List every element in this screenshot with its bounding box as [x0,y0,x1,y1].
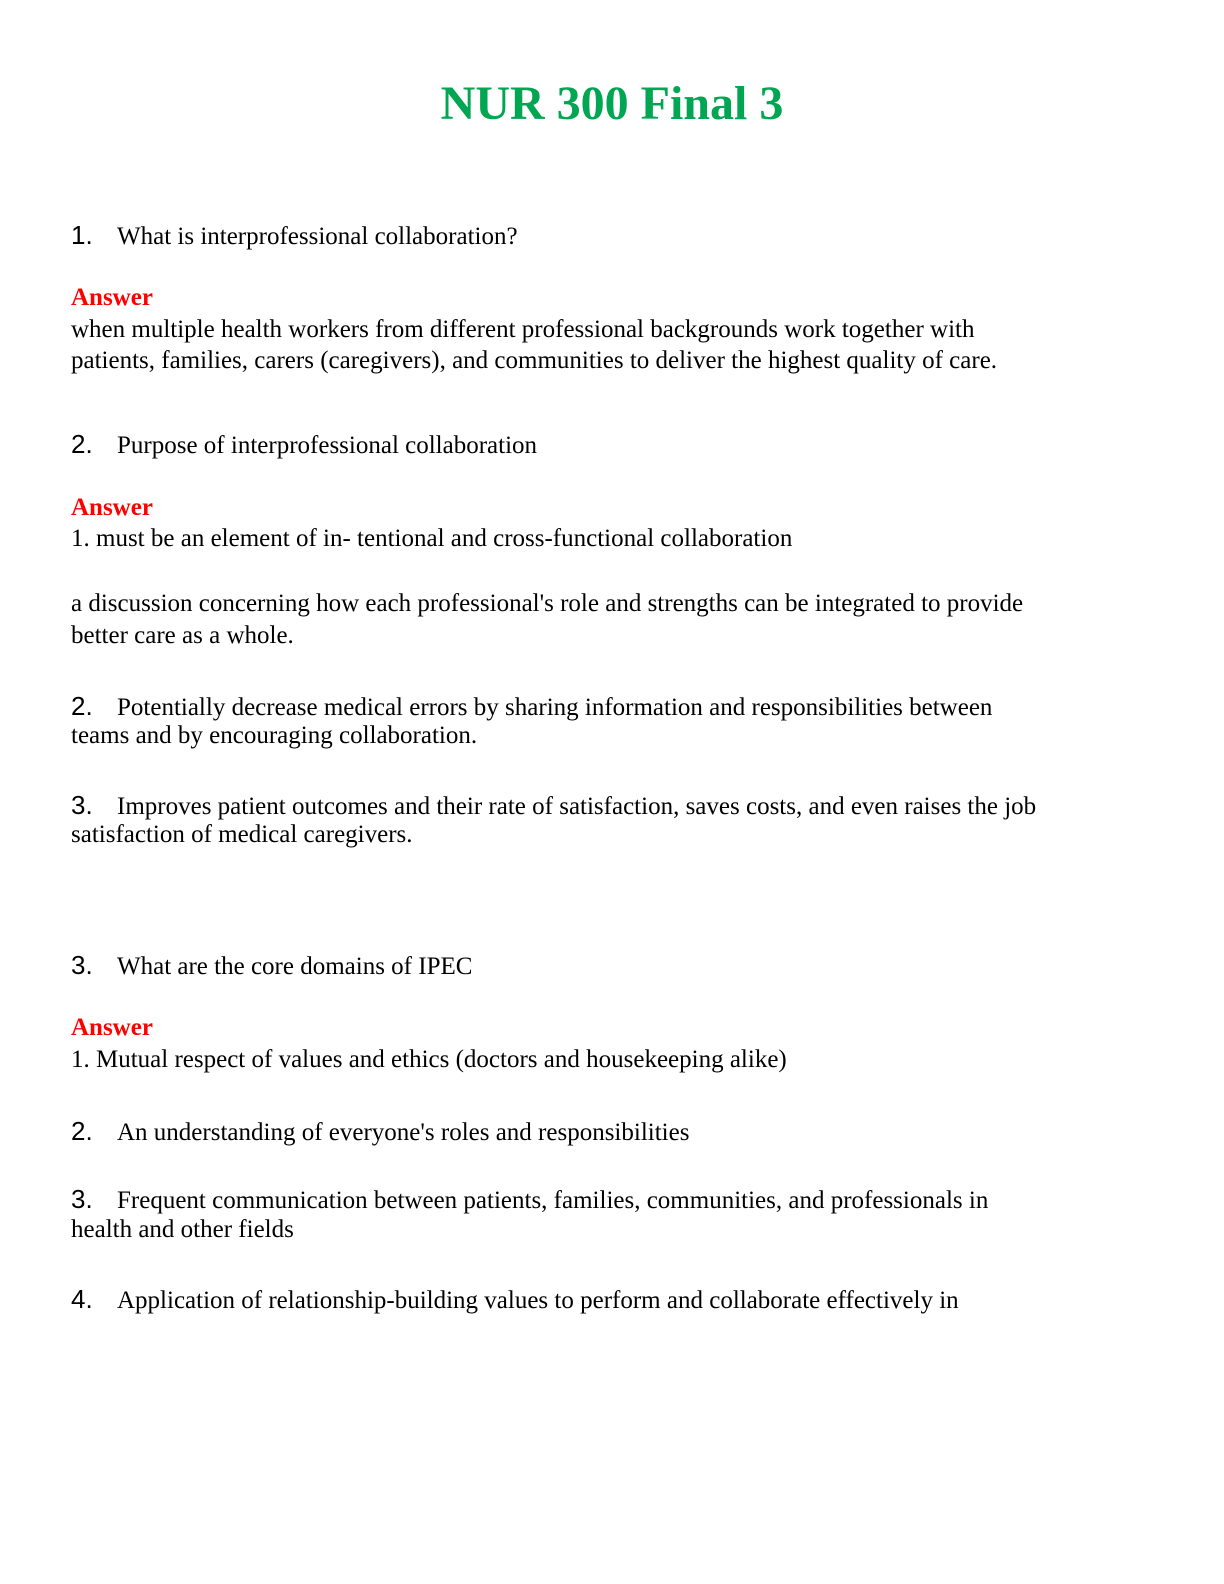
question-number: 3. [71,950,93,980]
question-number: 2. [71,429,93,459]
question-text: What are the core domains of IPEC [117,953,473,980]
point-text: Application of relationship-building values to perform and collaborate effectively in [117,1287,959,1314]
answer-label: Answer [71,1014,153,1041]
question-2 [71,428,1151,462]
point-number: 2. [71,1116,93,1146]
answer-text: 1. must be an element of in- tentional and cross-functional collaboration [71,525,793,552]
question-text: Purpose of interprofessional collaboration [117,432,538,459]
point-number: 4. [71,1284,93,1314]
question-3 [71,949,1151,983]
point-text: Potentially decrease medical errors by sharing information and responsibilities between [117,694,993,721]
point-number: 3. [71,1184,93,1214]
answer-text: satisfaction of medical caregivers. [71,821,413,848]
answer-point [71,789,1151,823]
point-number: 2. [71,691,93,721]
answer-text: patients, families, carers (caregivers), and communities to deliver the highest quality of care. [71,347,998,374]
point-text: An understanding of everyone's roles and responsibilities [117,1119,690,1146]
answer-point [71,1283,1151,1317]
question-1 [71,219,1151,253]
point-text: Improves patient outcomes and their rate of satisfaction, saves costs, and even raises the job [117,793,1037,820]
answer-text: health and other fields [71,1216,294,1243]
answer-point [71,690,1151,724]
answer-text: better care as a whole. [71,622,294,649]
point-text: Frequent communication between patients, families, communities, and professionals in [117,1187,989,1214]
question-text: What is interprofessional collaboration? [117,223,518,250]
question-number: 1. [71,220,93,250]
answer-text: 1. Mutual respect of values and ethics (doctors and housekeeping alike) [71,1046,787,1073]
page-title: NUR 300 Final 3 [440,77,784,130]
point-number: 3. [71,790,93,820]
answer-label: Answer [71,284,153,311]
answer-point [71,1115,1151,1149]
answer-text: when multiple health workers from different professional backgrounds work together with [71,316,975,343]
answer-point [71,1183,1151,1217]
answer-text: a discussion concerning how each professional's role and strengths can be integrated to provide [71,590,1024,617]
answer-label: Answer [71,494,153,521]
answer-text: teams and by encouraging collaboration. [71,722,478,749]
